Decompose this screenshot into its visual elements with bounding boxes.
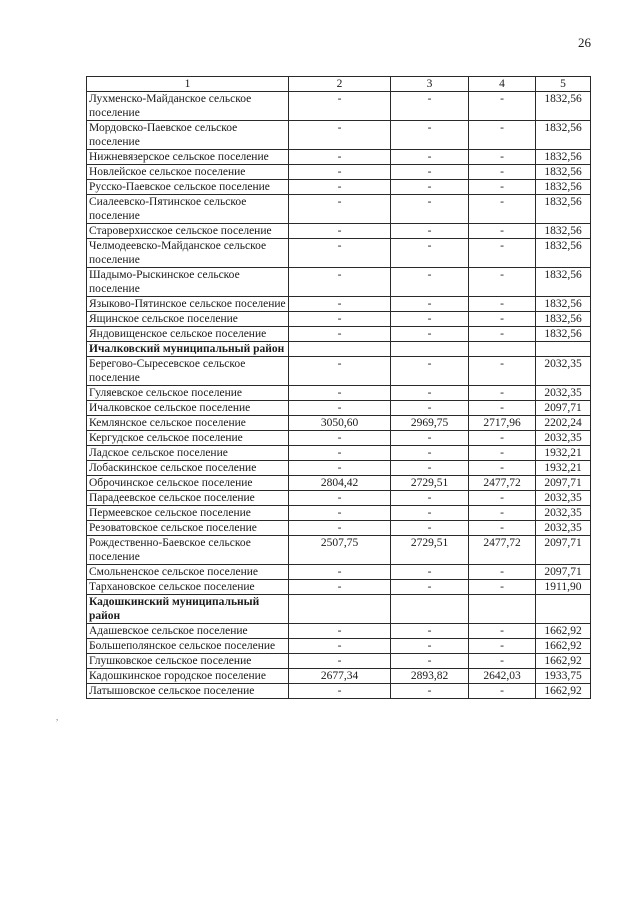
settlement-name-cell: Нижневязерское сельское поселение <box>87 150 289 165</box>
value-cell-2: - <box>289 491 391 506</box>
value-cell-4: - <box>469 506 536 521</box>
value-cell-5: 1832,56 <box>536 165 591 180</box>
value-cell-4: - <box>469 491 536 506</box>
table-row <box>87 327 591 342</box>
table-body <box>87 92 591 699</box>
settlement-name-cell: Лухменско-Майданское сельское поселение <box>87 92 289 121</box>
column-header: 1 <box>87 77 289 92</box>
value-cell-3: - <box>391 268 469 297</box>
table-row <box>87 580 591 595</box>
value-cell-2: - <box>289 312 391 327</box>
table-row <box>87 669 591 684</box>
value-cell-4: - <box>469 121 536 150</box>
value-cell-2: - <box>289 624 391 639</box>
settlement-name-cell: Кергудское сельское поселение <box>87 431 289 446</box>
value-cell-3 <box>391 342 469 357</box>
value-cell-5: 1662,92 <box>536 654 591 669</box>
value-cell-3: - <box>391 565 469 580</box>
value-cell-5: 1662,92 <box>536 624 591 639</box>
value-cell-5: 1932,21 <box>536 461 591 476</box>
value-cell-5: 2032,35 <box>536 431 591 446</box>
settlement-name-cell: Парадеевское сельское поселение <box>87 491 289 506</box>
value-cell-5: 2032,35 <box>536 506 591 521</box>
value-cell-4: - <box>469 195 536 224</box>
table-row <box>87 357 591 386</box>
value-cell-4: - <box>469 684 536 699</box>
table-row <box>87 684 591 699</box>
value-cell-5: 2097,71 <box>536 401 591 416</box>
table-row <box>87 386 591 401</box>
table-row <box>87 639 591 654</box>
value-cell-4: - <box>469 312 536 327</box>
value-cell-2: - <box>289 521 391 536</box>
value-cell-2: - <box>289 401 391 416</box>
value-cell-2: - <box>289 639 391 654</box>
value-cell-3: - <box>391 639 469 654</box>
column-header: 4 <box>469 77 536 92</box>
value-cell-2: - <box>289 268 391 297</box>
table-row <box>87 624 591 639</box>
settlement-name-cell: Ичалковский муниципальный район <box>87 342 289 357</box>
value-cell-4: - <box>469 565 536 580</box>
settlement-name-cell: Челмодеевско-Майданское сельское поселение <box>87 239 289 268</box>
table-row <box>87 180 591 195</box>
value-cell-3: - <box>391 386 469 401</box>
settlement-name-cell: Глушковское сельское поселение <box>87 654 289 669</box>
table-row <box>87 431 591 446</box>
table-row <box>87 401 591 416</box>
settlement-name-cell: Оброчинское сельское поселение <box>87 476 289 491</box>
value-cell-5: 2032,35 <box>536 357 591 386</box>
settlement-name-cell: Смольненское сельское поселение <box>87 565 289 580</box>
value-cell-4: - <box>469 92 536 121</box>
value-cell-5: 1662,92 <box>536 639 591 654</box>
value-cell-5: 2202,24 <box>536 416 591 431</box>
value-cell-5: 1832,56 <box>536 312 591 327</box>
value-cell-3: - <box>391 654 469 669</box>
tariff-table <box>86 76 591 699</box>
table-row <box>87 654 591 669</box>
value-cell-3: - <box>391 684 469 699</box>
table-row <box>87 297 591 312</box>
settlement-name-cell: Кадошкинский муниципальный район <box>87 595 289 624</box>
value-cell-4: - <box>469 386 536 401</box>
value-cell-3: - <box>391 401 469 416</box>
value-cell-5: 1832,56 <box>536 180 591 195</box>
value-cell-5: 2032,35 <box>536 491 591 506</box>
value-cell-5: 1832,56 <box>536 239 591 268</box>
value-cell-4: - <box>469 654 536 669</box>
value-cell-4: - <box>469 357 536 386</box>
table-row <box>87 491 591 506</box>
value-cell-3: - <box>391 239 469 268</box>
value-cell-5: 1832,56 <box>536 150 591 165</box>
value-cell-4: - <box>469 624 536 639</box>
settlement-name-cell: Яндовищенское сельское поселение <box>87 327 289 342</box>
value-cell-4: - <box>469 268 536 297</box>
value-cell-5: 1832,56 <box>536 327 591 342</box>
value-cell-4: - <box>469 180 536 195</box>
value-cell-4: - <box>469 639 536 654</box>
value-cell-2: - <box>289 580 391 595</box>
value-cell-5: 1662,92 <box>536 684 591 699</box>
value-cell-3: - <box>391 150 469 165</box>
value-cell-5: 2032,35 <box>536 386 591 401</box>
value-cell-2 <box>289 595 391 624</box>
value-cell-3: 2729,51 <box>391 476 469 491</box>
table-row <box>87 150 591 165</box>
value-cell-4: 2477,72 <box>469 536 536 565</box>
table-section-row <box>87 595 591 624</box>
value-cell-3 <box>391 595 469 624</box>
value-cell-5 <box>536 595 591 624</box>
value-cell-2: 2507,75 <box>289 536 391 565</box>
settlement-name-cell: Берегово-Сыресевское сельское поселение <box>87 357 289 386</box>
value-cell-4: - <box>469 580 536 595</box>
value-cell-4 <box>469 342 536 357</box>
value-cell-5: 1832,56 <box>536 121 591 150</box>
value-cell-3: - <box>391 506 469 521</box>
settlement-name-cell: Гуляевское сельское поселение <box>87 386 289 401</box>
value-cell-2: - <box>289 357 391 386</box>
value-cell-2: - <box>289 506 391 521</box>
value-cell-3: - <box>391 580 469 595</box>
settlement-name-cell: Ичалковское сельское поселение <box>87 401 289 416</box>
value-cell-3: - <box>391 461 469 476</box>
settlement-name-cell: Мордовско-Паевское сельское поселение <box>87 121 289 150</box>
value-cell-3: - <box>391 121 469 150</box>
value-cell-4: - <box>469 239 536 268</box>
table-row <box>87 121 591 150</box>
value-cell-3: - <box>391 327 469 342</box>
value-cell-3: - <box>391 491 469 506</box>
value-cell-5: 1932,21 <box>536 446 591 461</box>
table-row <box>87 268 591 297</box>
value-cell-2: - <box>289 121 391 150</box>
settlement-name-cell: Латышовское сельское поселение <box>87 684 289 699</box>
value-cell-5: 1832,56 <box>536 297 591 312</box>
settlement-name-cell: Русско-Паевское сельское поселение <box>87 180 289 195</box>
value-cell-2: - <box>289 461 391 476</box>
table-row <box>87 446 591 461</box>
value-cell-4: - <box>469 446 536 461</box>
value-cell-4: - <box>469 224 536 239</box>
value-cell-4: 2717,96 <box>469 416 536 431</box>
value-cell-5: 1832,56 <box>536 268 591 297</box>
settlement-name-cell: Большеполянское сельское поселение <box>87 639 289 654</box>
value-cell-2: - <box>289 386 391 401</box>
table-row <box>87 195 591 224</box>
settlement-name-cell: Шадымо-Рыскинское сельское поселение <box>87 268 289 297</box>
value-cell-2: - <box>289 431 391 446</box>
value-cell-3: - <box>391 446 469 461</box>
value-cell-3: 2729,51 <box>391 536 469 565</box>
value-cell-3: - <box>391 431 469 446</box>
value-cell-3: 2969,75 <box>391 416 469 431</box>
value-cell-2: - <box>289 297 391 312</box>
value-cell-4: - <box>469 165 536 180</box>
value-cell-5: 2097,71 <box>536 565 591 580</box>
column-header: 5 <box>536 77 591 92</box>
value-cell-2: - <box>289 565 391 580</box>
value-cell-4: - <box>469 461 536 476</box>
value-cell-2: - <box>289 327 391 342</box>
value-cell-2 <box>289 342 391 357</box>
table-row <box>87 521 591 536</box>
value-cell-2: - <box>289 150 391 165</box>
settlement-name-cell: Кадошкинское городское поселение <box>87 669 289 684</box>
settlement-name-cell: Ладское сельское поселение <box>87 446 289 461</box>
value-cell-5: 1911,90 <box>536 580 591 595</box>
value-cell-5: 1832,56 <box>536 92 591 121</box>
settlement-name-cell: Сиалеевско-Пятинское сельское поселение <box>87 195 289 224</box>
table-row <box>87 312 591 327</box>
value-cell-4: - <box>469 401 536 416</box>
value-cell-2: - <box>289 224 391 239</box>
value-cell-4 <box>469 595 536 624</box>
value-cell-5: 1933,75 <box>536 669 591 684</box>
value-cell-2: - <box>289 684 391 699</box>
settlement-name-cell: Тархановское сельское поселение <box>87 580 289 595</box>
margin-mark: , <box>56 712 59 722</box>
value-cell-3: - <box>391 195 469 224</box>
column-header: 3 <box>391 77 469 92</box>
value-cell-4: - <box>469 521 536 536</box>
value-cell-2: - <box>289 239 391 268</box>
value-cell-2: - <box>289 446 391 461</box>
value-cell-4: 2477,72 <box>469 476 536 491</box>
table-row <box>87 506 591 521</box>
value-cell-5: 2097,71 <box>536 536 591 565</box>
settlement-name-cell: Новлейское сельское поселение <box>87 165 289 180</box>
settlement-name-cell: Лобаскинское сельское поселение <box>87 461 289 476</box>
value-cell-3: - <box>391 224 469 239</box>
value-cell-5: 1832,56 <box>536 224 591 239</box>
value-cell-5: 2032,35 <box>536 521 591 536</box>
value-cell-4: - <box>469 150 536 165</box>
value-cell-5 <box>536 342 591 357</box>
value-cell-5: 1832,56 <box>536 195 591 224</box>
table-row <box>87 461 591 476</box>
column-header: 2 <box>289 77 391 92</box>
value-cell-2: 2804,42 <box>289 476 391 491</box>
value-cell-4: - <box>469 297 536 312</box>
settlement-name-cell: Языково-Пятинское сельское поселение <box>87 297 289 312</box>
table-row <box>87 416 591 431</box>
value-cell-2: - <box>289 165 391 180</box>
table-row <box>87 92 591 121</box>
page-number: 26 <box>578 35 591 50</box>
settlement-name-cell: Староверхисское сельское поселение <box>87 224 289 239</box>
value-cell-3: - <box>391 92 469 121</box>
table-row <box>87 565 591 580</box>
settlement-name-cell: Резоватовское сельское поселение <box>87 521 289 536</box>
value-cell-5: 2097,71 <box>536 476 591 491</box>
value-cell-2: 3050,60 <box>289 416 391 431</box>
settlement-name-cell: Адашевское сельское поселение <box>87 624 289 639</box>
value-cell-2: - <box>289 654 391 669</box>
value-cell-3: - <box>391 165 469 180</box>
value-cell-4: - <box>469 431 536 446</box>
table-row <box>87 224 591 239</box>
table-row <box>87 239 591 268</box>
value-cell-3: - <box>391 180 469 195</box>
value-cell-3: - <box>391 521 469 536</box>
settlement-name-cell: Пермеевское сельское поселение <box>87 506 289 521</box>
table-row <box>87 536 591 565</box>
value-cell-2: 2677,34 <box>289 669 391 684</box>
value-cell-3: - <box>391 297 469 312</box>
value-cell-3: 2893,82 <box>391 669 469 684</box>
value-cell-3: - <box>391 624 469 639</box>
settlement-name-cell: Рождественно-Баевское сельское поселение <box>87 536 289 565</box>
value-cell-2: - <box>289 180 391 195</box>
settlement-name-cell: Кемлянское сельское поселение <box>87 416 289 431</box>
value-cell-2: - <box>289 195 391 224</box>
table-header-row <box>87 77 591 92</box>
value-cell-4: - <box>469 327 536 342</box>
table-row <box>87 165 591 180</box>
value-cell-2: - <box>289 92 391 121</box>
table-section-row <box>87 342 591 357</box>
value-cell-3: - <box>391 312 469 327</box>
table-row <box>87 476 591 491</box>
value-cell-3: - <box>391 357 469 386</box>
value-cell-4: 2642,03 <box>469 669 536 684</box>
settlement-name-cell: Ящинское сельское поселение <box>87 312 289 327</box>
